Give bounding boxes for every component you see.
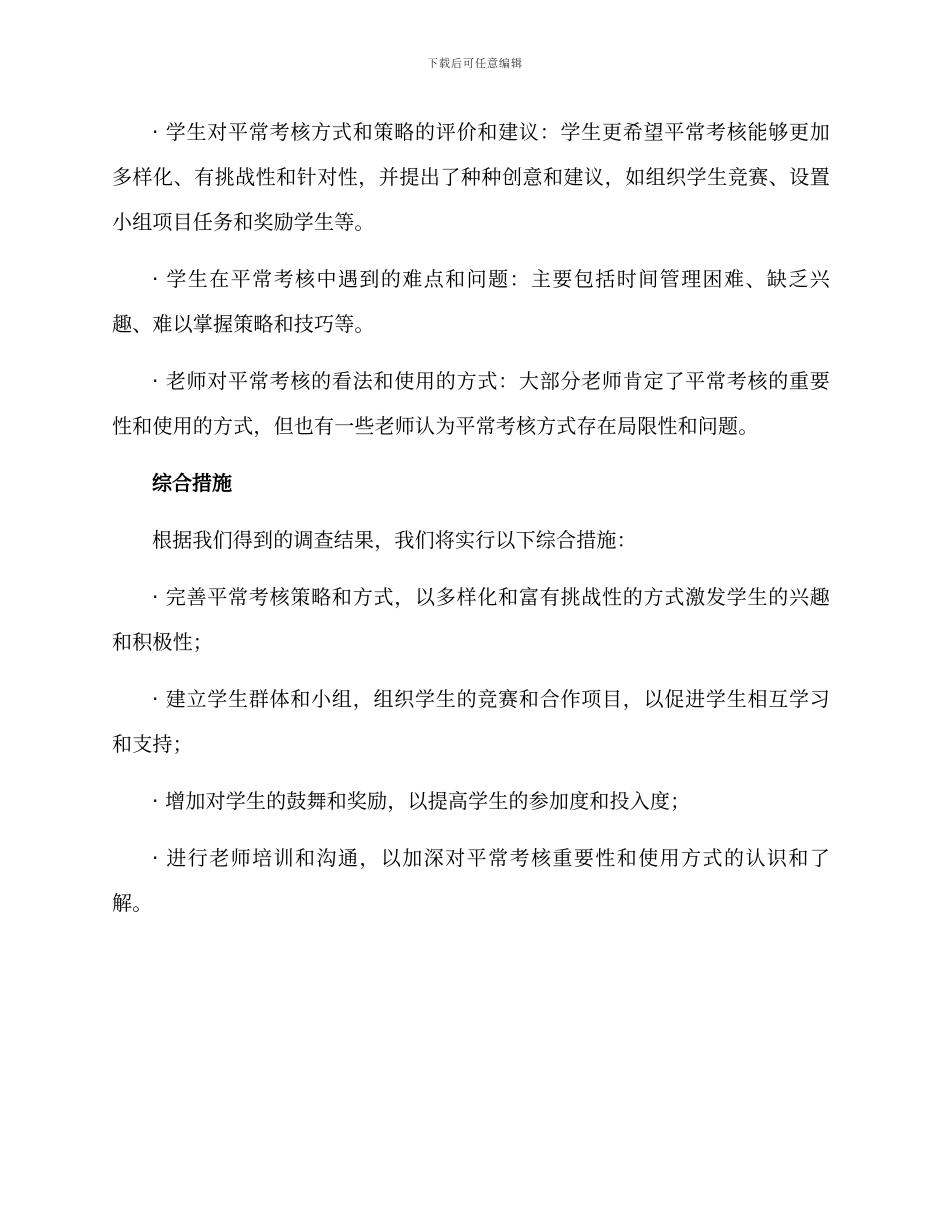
- finding-paragraph-2: · 学生在平常考核中遇到的难点和问题：主要包括时间管理困难、缺乏兴趣、难以掌握策略和技巧等。: [112, 267, 830, 336]
- document-body: [112, 110, 830, 938]
- page-header: 下载后可任意编辑: [427, 57, 523, 70]
- measure-item-1: · 完善平常考核策略和方式，以多样化和富有挑战性的方式激发学生的兴趣和积极性；: [112, 585, 830, 654]
- section-intro: 根据我们得到的调查结果，我们将实行以下综合措施：: [152, 528, 637, 552]
- measure-item-3: · 增加对学生的鼓舞和奖励，以提高学生的参加度和投入度；: [152, 789, 691, 813]
- measure-item-4: · 进行老师培训和沟通，以加深对平常考核重要性和使用方式的认识和了解。: [112, 846, 830, 915]
- finding-paragraph-3: · 老师对平常考核的看法和使用的方式：大部分老师肯定了平常考核的重要性和使用的方式，但也有一些老师认为平常考核方式存在局限性和问题。: [112, 369, 830, 438]
- section-heading: 综合措施: [152, 471, 232, 495]
- measure-item-2: · 建立学生群体和小组，组织学生的竞赛和合作项目，以促进学生相互学习和支持；: [112, 687, 830, 756]
- finding-paragraph-1: · 学生对平常考核方式和策略的评价和建议：学生更希望平常考核能够更加多样化、有挑战性和针对性，并提出了种种创意和建议，如组织学生竞赛、设置小组项目任务和奖励学生等。: [112, 120, 830, 234]
